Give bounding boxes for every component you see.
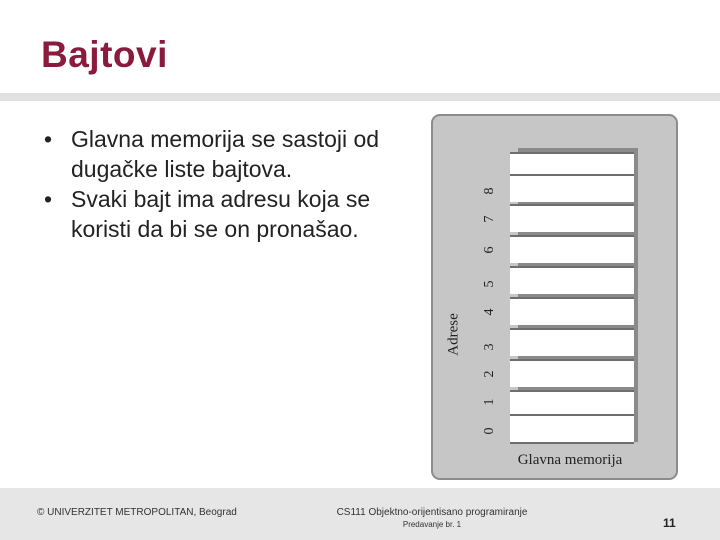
address-label: 7 (482, 215, 497, 223)
bullet-text: Glavna memorija se sastoji od dugačke liste bajtova. (71, 126, 380, 182)
footer-course-title: CS111 Objektno-orijentisano programiranje (336, 507, 528, 518)
bullet-item (44, 124, 384, 184)
footer-lecture-number: Predavanje br. 1 (402, 520, 462, 529)
address-label: 4 (482, 308, 497, 316)
memory-cell (510, 328, 634, 356)
address-axis-label: Adrese (445, 313, 462, 356)
address-label: 1 (482, 398, 497, 406)
memory-cell (510, 359, 634, 387)
footer-copyright: © UNIVERZITET METROPOLITAN, Beograd (37, 507, 237, 518)
bullet-list (44, 124, 384, 244)
address-label: 6 (482, 246, 497, 254)
address-label: 0 (482, 427, 497, 435)
bullet-marker: • (44, 186, 53, 212)
bullet-item (44, 184, 384, 244)
memory-cell (510, 297, 634, 325)
footer-course (290, 507, 574, 531)
address-label: 5 (482, 280, 497, 288)
slide-title: Bajtovi (41, 34, 168, 75)
memory-cell (510, 235, 634, 263)
memory-cell (510, 266, 634, 294)
memory-bottom-edge (510, 442, 634, 444)
address-label: 2 (482, 370, 497, 378)
bullet-marker: • (44, 126, 53, 152)
memory-cell (510, 414, 634, 442)
memory-cell (510, 174, 634, 202)
bullet-text: Svaki bajt ima adresu koja se koristi da bi se on pronašao. (71, 186, 371, 242)
page-number: 11 (663, 516, 676, 530)
memory-cell (510, 204, 634, 232)
address-label: 8 (482, 187, 497, 195)
title-divider (0, 93, 720, 101)
memory-caption: Glavna memorija (517, 452, 623, 468)
address-label: 3 (482, 343, 497, 351)
